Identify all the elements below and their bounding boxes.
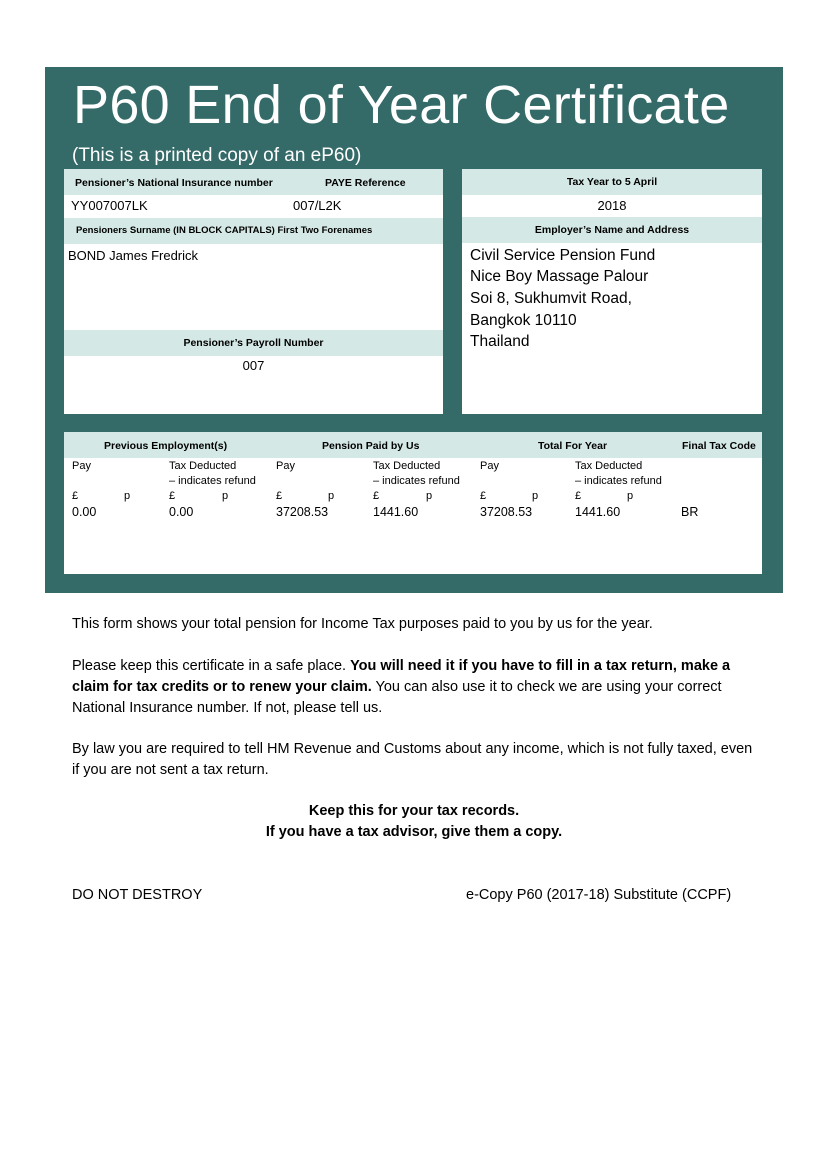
- employer-name-address-label: Employer’s Name and Address: [462, 217, 762, 243]
- employer-address-line: Bangkok 10110: [470, 312, 577, 329]
- pound-symbol: £: [169, 490, 176, 502]
- pence-symbol: p: [222, 490, 229, 502]
- employer-address-line: Soi 8, Sukhumvit Road,: [470, 290, 632, 307]
- previous-pay-value: 0.00: [72, 505, 97, 519]
- final-tax-code-value: BR: [681, 505, 699, 519]
- previous-tax-value: 0.00: [169, 505, 194, 519]
- ni-number-value: YY007007LK: [71, 198, 148, 213]
- ni-number-label: Pensioner’s National Insurance number: [75, 177, 273, 189]
- previous-pay-label: Pay: [72, 460, 91, 472]
- paye-reference-value: 007/L2K: [293, 198, 342, 213]
- footer-form-reference: e-Copy P60 (2017-18) Substitute (CCPF): [466, 887, 732, 903]
- pound-symbol: £: [72, 490, 79, 502]
- pension-tax-value: 1441.60: [373, 505, 419, 519]
- employer-address-line: Civil Service Pension Fund: [470, 247, 656, 264]
- pound-symbol: £: [276, 490, 283, 502]
- pension-refund-note: – indicates refund: [373, 475, 460, 487]
- employer-address-line: Nice Boy Massage Palour: [470, 268, 649, 285]
- pence-symbol: p: [328, 490, 335, 502]
- paye-reference-label: PAYE Reference: [325, 177, 406, 189]
- total-refund-note: – indicates refund: [575, 475, 662, 487]
- pensioner-name-value: BOND James Fredrick: [68, 248, 199, 263]
- pensioner-name-label: Pensioners Surname (IN BLOCK CAPITALS) First Two Forenames: [64, 218, 443, 244]
- keep-records-line: Keep this for your tax records.: [308, 803, 520, 819]
- previous-refund-note: – indicates refund: [169, 475, 256, 487]
- certificate-title: P60 End of Year Certificate: [73, 75, 730, 135]
- note-paragraph-1: This form shows your total pension for Income Tax purposes paid to you by us for the year.: [72, 616, 653, 632]
- pension-tax-label: Tax Deducted: [373, 460, 441, 472]
- note-paragraph-2-end: You can also use it to check we are using your correct National Insurance number. If not, please tell us.: [72, 679, 722, 716]
- note-paragraph-3: By law you are required to tell HM Revenue and Customs about any income, which is not fully taxed, even if you are not sent a tax return.: [72, 741, 753, 778]
- tax-year-label: Tax Year to 5 April: [462, 169, 762, 195]
- payroll-number-label: Pensioner’s Payroll Number: [64, 330, 443, 356]
- total-pay-label: Pay: [480, 460, 499, 472]
- pound-symbol: £: [480, 490, 487, 502]
- tax-advisor-line: If you have a tax advisor, give them a copy.: [265, 824, 563, 840]
- employer-address-line: Thailand: [470, 333, 530, 350]
- total-pay-value: 37208.53: [480, 505, 533, 519]
- previous-employment-header: Previous Employment(s): [104, 440, 228, 452]
- previous-tax-label: Tax Deducted: [169, 460, 237, 472]
- tax-year-value: 2018: [597, 198, 627, 213]
- certificate-subtitle: (This is a printed copy of an eP60): [72, 145, 362, 166]
- pence-symbol: p: [627, 490, 634, 502]
- total-for-year-header: Total For Year: [538, 440, 608, 452]
- pound-symbol: £: [373, 490, 380, 502]
- pension-pay-label: Pay: [276, 460, 295, 472]
- pension-pay-value: 37208.53: [276, 505, 329, 519]
- total-tax-value: 1441.60: [575, 505, 621, 519]
- note-paragraph-2: [72, 656, 762, 719]
- pound-symbol: £: [575, 490, 582, 502]
- pence-symbol: p: [124, 490, 131, 502]
- note-paragraph-2-start: Please keep this certificate in a safe place.: [72, 658, 351, 674]
- total-tax-label: Tax Deducted: [575, 460, 643, 472]
- pence-symbol: p: [532, 490, 539, 502]
- pence-symbol: p: [426, 490, 433, 502]
- final-tax-code-header: Final Tax Code: [682, 440, 756, 452]
- pension-paid-header: Pension Paid by Us: [322, 440, 420, 452]
- footer-do-not-destroy: DO NOT DESTROY: [72, 887, 203, 903]
- note-paragraph-2-bold: You will need it if you have to fill in a tax return, make a claim for tax credits or to renew your claim.: [72, 658, 731, 695]
- payroll-number-value: 007: [242, 358, 265, 373]
